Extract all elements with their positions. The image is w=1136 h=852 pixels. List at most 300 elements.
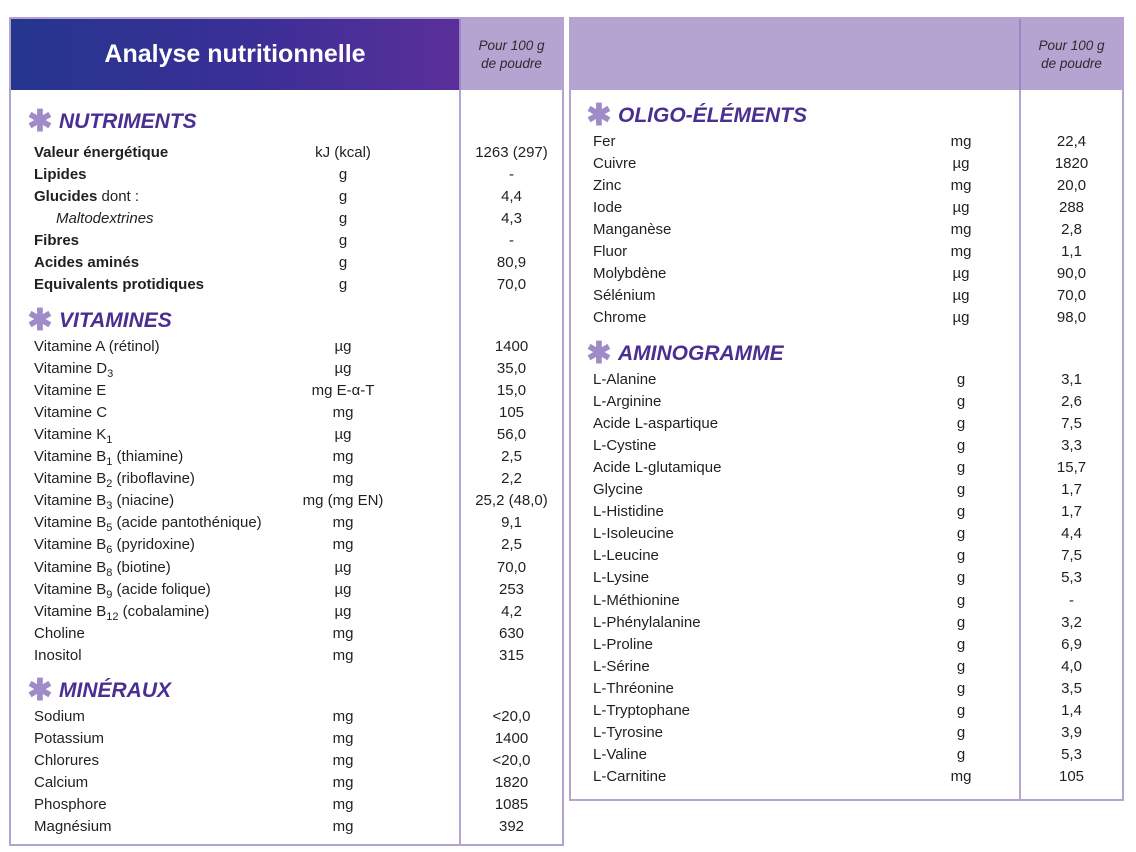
section-title: AMINOGRAMME: [618, 342, 784, 365]
table-row: [11, 645, 562, 667]
nutrient-name: [34, 623, 85, 645]
unit-cell: mg: [332, 514, 354, 532]
value-cell: 6,9: [1061, 635, 1082, 653]
table-row: [11, 164, 562, 186]
unit-cell: g: [956, 679, 966, 697]
unit-cell: g: [956, 635, 966, 653]
value-cell: 105: [1058, 767, 1085, 785]
table-row: [571, 766, 1122, 788]
nutrient-name-text: L-Sérine: [593, 657, 650, 675]
unit-cell: g: [956, 547, 966, 565]
unit-cell: mg (mg EN): [302, 492, 384, 510]
table-row: [571, 479, 1122, 501]
nutrient-name: [593, 413, 718, 435]
unit-cell: µg: [952, 309, 970, 327]
nutrient-qualifier: (biotine): [112, 558, 171, 576]
nutrient-name: [593, 545, 659, 567]
unit-cell: µg: [952, 155, 970, 173]
value-cell: 20,0: [1056, 177, 1087, 195]
value-cell: 1263 (297): [475, 144, 548, 161]
unit-cell: g: [956, 723, 966, 741]
value-cell: 98,0: [1056, 309, 1087, 327]
value-cell: 1,1: [1061, 243, 1082, 261]
nutrient-name: [593, 285, 656, 307]
unit-cell: µg: [334, 360, 352, 378]
per-100g-header: [1019, 19, 1122, 90]
unit-cell: mg: [950, 177, 972, 195]
section-heading-nutriments: [25, 105, 197, 138]
value-cell: 3,3: [1061, 437, 1082, 455]
nutrient-name: [34, 468, 195, 490]
nutrient-name: [593, 766, 666, 788]
unit-cell: mg: [332, 470, 354, 488]
nutrient-name-text: Sélénium: [593, 287, 656, 305]
table-row: [11, 446, 562, 468]
table-row: [11, 358, 562, 380]
nutrient-name: [34, 252, 139, 274]
table-row: [11, 380, 562, 402]
nutrient-qualifier: dont :: [97, 188, 140, 206]
value-cell: 4,0: [1061, 657, 1082, 675]
per-header-line2: de poudre: [481, 56, 542, 71]
nutrient-qualifier: (acide pantothénique): [112, 514, 262, 532]
table-row: [571, 175, 1122, 197]
table-row: [11, 728, 562, 750]
nutrient-name-text: Fluor: [593, 243, 628, 261]
value-cell: 35,0: [496, 360, 527, 378]
unit-cell: mg: [332, 730, 354, 748]
per-header-line1: Pour 100 g: [1038, 38, 1105, 53]
nutrient-name: [56, 208, 154, 230]
table-row: [571, 656, 1122, 678]
value-cell: 4,4: [1061, 525, 1082, 543]
nutrient-name-text: Acide L-glutamique: [593, 459, 722, 477]
value-cell: -: [1069, 591, 1074, 609]
section-title: VITAMINES: [59, 309, 172, 332]
value-cell: 22,4: [1056, 133, 1087, 150]
value-cell: 7,5: [1061, 547, 1082, 565]
value-cell: 70,0: [496, 276, 527, 294]
table-row: [571, 612, 1122, 634]
unit-cell: mg: [332, 818, 354, 836]
nutrient-name-text: Sodium: [34, 708, 85, 725]
table-row: [11, 468, 562, 490]
nutrient-name: [593, 175, 621, 197]
unit-cell: µg: [952, 287, 970, 305]
value-cell: 1400: [494, 338, 529, 355]
table-row: [11, 512, 562, 534]
value-cell: 392: [498, 818, 525, 836]
table-row: [571, 153, 1122, 175]
value-cell: 7,5: [1061, 415, 1082, 433]
value-cell: 15,0: [496, 382, 527, 400]
table-row: [11, 601, 562, 623]
unit-cell: mg: [950, 221, 972, 239]
table-row: [11, 142, 562, 164]
subscript-index: 1: [106, 434, 113, 447]
nutrient-name-text: L-Histidine: [593, 503, 664, 521]
table-row: [571, 413, 1122, 435]
nutrient-name: [593, 391, 661, 413]
nutrient-name-text: L-Proline: [593, 635, 654, 653]
nutrient-name: [593, 435, 656, 457]
subscript-index: 12: [106, 610, 119, 623]
nutrient-name-text: Manganèse: [593, 221, 672, 239]
nutrient-name: [593, 744, 647, 766]
unit-cell: mg: [950, 243, 972, 261]
value-cell: 1400: [494, 730, 529, 748]
nutrient-name-text: Acide L-aspartique: [593, 415, 719, 433]
nutrient-name-text: Chrome: [593, 309, 647, 327]
table-row: [11, 772, 562, 794]
unit-cell: mg: [332, 448, 354, 466]
table-row: [571, 391, 1122, 413]
table-row: [571, 722, 1122, 744]
section-heading-aminogramme: [584, 337, 784, 370]
value-cell: 3,2: [1061, 613, 1082, 631]
unit-cell: mg: [332, 404, 354, 422]
table-row: [571, 435, 1122, 457]
value-cell: 3,5: [1061, 679, 1082, 697]
table-row: [571, 307, 1122, 329]
value-cell: <20,0: [492, 708, 531, 725]
unit-cell: g: [338, 254, 348, 272]
table-row: [11, 557, 562, 579]
nutrient-name: [34, 490, 174, 512]
table-row: [11, 579, 562, 601]
nutrient-name-text: L-Tyrosine: [593, 723, 664, 741]
subscript-index: 6: [106, 544, 113, 557]
nutrient-name: [34, 750, 99, 772]
nutrient-name-text: Vitamine B: [34, 492, 107, 510]
table-row: [571, 678, 1122, 700]
unit-cell: g: [956, 393, 966, 411]
table-row: [571, 634, 1122, 656]
nutrient-name: [34, 164, 87, 186]
nutrient-name: [34, 424, 112, 446]
value-cell: 1820: [494, 774, 529, 792]
nutrient-name-text: Chlorures: [34, 752, 100, 770]
table-row: [11, 402, 562, 424]
nutrient-name: [593, 612, 701, 634]
unit-cell: mg: [332, 752, 354, 770]
right-nutrition-table: [569, 17, 1124, 801]
table-row: [571, 590, 1122, 612]
nutrient-name: [34, 794, 107, 816]
nutrient-name: [34, 557, 171, 579]
nutrient-name-text: Magnésium: [34, 818, 112, 836]
asterisk-icon: ✱: [586, 337, 612, 370]
subscript-index: 3: [107, 368, 114, 381]
unit-cell: g: [956, 437, 966, 455]
value-cell: 2,8: [1061, 221, 1082, 239]
nutrient-name-text: Glycine: [593, 481, 644, 499]
table-row: [571, 523, 1122, 545]
nutrient-name-text: L-Leucine: [593, 547, 659, 565]
nutrient-name: [593, 219, 671, 241]
left-nutrition-table: [9, 17, 564, 846]
table-row: [571, 369, 1122, 391]
value-cell: 3,9: [1061, 723, 1082, 741]
unit-cell: g: [956, 371, 966, 388]
right-title-cell: [571, 19, 1019, 90]
nutrient-name: [34, 402, 107, 424]
unit-cell: g: [956, 657, 966, 675]
nutrient-name: [34, 645, 82, 667]
unit-cell: µg: [334, 558, 352, 576]
nutrient-name: [34, 534, 195, 556]
value-cell: 288: [1058, 199, 1085, 217]
nutrient-name: [593, 263, 666, 285]
unit-cell: g: [338, 210, 348, 228]
table-title: Analyse nutritionnelle: [11, 19, 459, 90]
table-row: [571, 131, 1122, 153]
unit-cell: mg: [332, 708, 354, 725]
nutrient-qualifier: (cobalamine): [118, 602, 210, 620]
nutrient-name-text: Zinc: [593, 177, 622, 195]
subscript-index: 2: [106, 478, 113, 491]
unit-cell: µg: [334, 580, 352, 598]
nutrient-name-text: Lipides: [34, 166, 87, 184]
nutrient-name-text: Cuivre: [593, 155, 637, 173]
nutrient-name: [593, 634, 653, 656]
unit-cell: mg: [332, 624, 354, 642]
nutrient-name-text: Vitamine C: [34, 404, 108, 422]
nutrient-name-text: L-Cystine: [593, 437, 657, 455]
nutrient-name-text: Phosphore: [34, 796, 107, 814]
nutrient-qualifier: (thiamine): [112, 448, 184, 466]
unit-cell: g: [956, 613, 966, 631]
nutrient-name-text: Fibres: [34, 232, 80, 250]
value-cell: 2,5: [501, 536, 522, 554]
unit-cell: mg: [332, 536, 354, 554]
table-row: [11, 534, 562, 556]
asterisk-icon: ✱: [586, 99, 612, 132]
nutrient-name: [34, 816, 112, 838]
nutrient-name-text: L-Méthionine: [593, 591, 680, 609]
value-cell: 4,3: [501, 210, 522, 228]
nutrient-name-text: Vitamine B: [34, 514, 107, 532]
nutrient-name-text: Glucides: [34, 188, 98, 206]
value-cell: 2,5: [501, 448, 522, 466]
table-row: [11, 336, 562, 358]
unit-cell: g: [956, 701, 966, 719]
nutrient-name-text: Iode: [593, 199, 623, 217]
value-cell: 105: [498, 404, 525, 422]
table-row: [11, 274, 562, 296]
nutrient-name-text: Calcium: [34, 774, 89, 792]
table-row: [11, 490, 562, 512]
nutrient-name-text: Vitamine E: [34, 382, 107, 400]
per-header-line2: de poudre: [1041, 56, 1102, 71]
right-table-header: [571, 19, 1122, 90]
value-cell: 3,1: [1061, 371, 1082, 388]
value-cell: 15,7: [1056, 459, 1087, 477]
unit-cell: g: [956, 569, 966, 587]
table-row: [11, 230, 562, 252]
unit-cell: mg: [950, 767, 972, 785]
nutrient-name-text: Vitamine B: [34, 558, 107, 576]
table-row: [571, 285, 1122, 307]
unit-cell: g: [956, 415, 966, 433]
nutrient-name: [34, 274, 204, 296]
unit-cell: mg: [332, 796, 354, 814]
value-cell: 2,6: [1061, 393, 1082, 411]
nutrient-name: [34, 380, 106, 402]
nutrient-name-text: Valeur énergétique: [34, 144, 169, 161]
table-row: [571, 501, 1122, 523]
table-row: [571, 457, 1122, 479]
table-row: [11, 186, 562, 208]
value-cell: 70,0: [496, 558, 527, 576]
value-cell: 630: [498, 624, 525, 642]
nutrient-name: [593, 369, 656, 391]
nutrient-name: [593, 197, 622, 219]
unit-cell: g: [338, 276, 348, 294]
per-header-line1: Pour 100 g: [478, 38, 545, 53]
nutrient-name-text: Acides aminés: [34, 254, 140, 272]
nutrient-name-text: Vitamine D: [34, 360, 108, 378]
table-row: [571, 567, 1122, 589]
table-row: [571, 219, 1122, 241]
subscript-index: 5: [106, 522, 113, 535]
value-cell: 9,1: [501, 514, 522, 532]
value-cell: 4,2: [501, 602, 522, 620]
unit-cell: kJ (kcal): [315, 144, 371, 161]
value-cell: 1820: [1054, 155, 1089, 173]
table-row: [571, 744, 1122, 766]
nutrient-name: [593, 700, 690, 722]
value-cell: 2,2: [501, 470, 522, 488]
table-row: [571, 197, 1122, 219]
nutrient-name-text: Inositol: [34, 646, 82, 664]
unit-cell: µg: [952, 265, 970, 283]
unit-cell: µg: [334, 426, 352, 444]
subscript-index: 8: [106, 566, 113, 579]
nutrient-name: [593, 307, 646, 329]
nutrient-name: [34, 186, 139, 208]
table-row: [11, 208, 562, 230]
unit-cell: g: [956, 481, 966, 499]
value-cell: 5,3: [1061, 745, 1082, 763]
nutrient-name: [34, 706, 85, 728]
table-row: [11, 750, 562, 772]
value-cell: <20,0: [492, 752, 531, 770]
section-heading-mineraux: [25, 674, 172, 707]
unit-cell: g: [338, 188, 348, 206]
nutrient-name-text: L-Arginine: [593, 393, 662, 411]
value-cell: 1,4: [1061, 701, 1082, 719]
nutrient-name: [34, 142, 168, 164]
nutrient-name-text: Maltodextrines: [56, 210, 154, 228]
nutrient-name: [593, 656, 650, 678]
table-row: [11, 794, 562, 816]
table-row: [11, 623, 562, 645]
nutrient-name-text: L-Carnitine: [593, 767, 667, 785]
nutrient-name: [34, 601, 209, 623]
nutrient-name: [34, 728, 104, 750]
left-table-header: [11, 19, 562, 90]
subscript-index: 9: [106, 588, 113, 601]
nutrient-name-text: Vitamine B: [34, 602, 107, 620]
value-cell: 5,3: [1061, 569, 1082, 587]
nutrient-name: [593, 479, 643, 501]
nutrient-name: [593, 523, 674, 545]
table-row: [571, 700, 1122, 722]
per-100g-header: [459, 19, 562, 90]
asterisk-icon: ✱: [27, 105, 53, 138]
value-cell: 25,2 (48,0): [475, 492, 548, 510]
table-row: [11, 424, 562, 446]
nutrient-name: [593, 678, 674, 700]
nutrient-name-text: L-Phénylalanine: [593, 613, 701, 631]
value-cell: 253: [498, 580, 525, 598]
nutrient-name-text: L-Valine: [593, 745, 647, 763]
value-cell: 4,4: [501, 188, 522, 206]
unit-cell: g: [956, 525, 966, 543]
unit-cell: g: [956, 459, 966, 477]
unit-cell: mg: [332, 646, 354, 664]
nutrient-name-text: Choline: [34, 624, 85, 642]
value-cell: -: [509, 166, 514, 184]
nutrient-name-text: Vitamine B: [34, 470, 107, 488]
nutrient-name: [593, 567, 649, 589]
unit-cell: mg: [950, 133, 972, 150]
nutrient-name-text: Vitamine B: [34, 580, 107, 598]
nutrient-name: [593, 153, 636, 175]
nutrient-name-text: L-Lysine: [593, 569, 650, 587]
unit-cell: µg: [334, 602, 352, 620]
nutrient-qualifier: (niacine): [112, 492, 175, 510]
unit-cell: µg: [952, 199, 970, 217]
unit-cell: µg: [334, 338, 352, 355]
unit-cell: g: [956, 745, 966, 763]
value-cell: 90,0: [1056, 265, 1087, 283]
nutrient-name-text: L-Isoleucine: [593, 525, 674, 543]
nutrient-name: [34, 512, 262, 534]
unit-cell: g: [338, 166, 348, 184]
nutrient-qualifier: (acide folique): [112, 580, 211, 598]
value-cell: 1085: [494, 796, 529, 814]
nutrient-name: [34, 579, 211, 601]
section-heading-vitamines: [25, 304, 172, 337]
unit-cell: mg E-α-T: [311, 382, 375, 400]
nutrient-name-text: Vitamine B: [34, 536, 107, 554]
table-row: [571, 545, 1122, 567]
nutrient-name-text: L-Tryptophane: [593, 701, 691, 719]
nutrient-name: [593, 722, 663, 744]
nutrient-name-text: L-Alanine: [593, 371, 657, 388]
nutrient-name: [34, 230, 79, 252]
nutrient-name: [593, 241, 627, 263]
nutrient-name: [593, 501, 664, 523]
value-cell: -: [509, 232, 514, 250]
unit-cell: mg: [332, 774, 354, 792]
nutrient-name: [593, 590, 680, 612]
nutrient-name-text: Molybdène: [593, 265, 667, 283]
unit-cell: g: [956, 591, 966, 609]
nutrient-name-text: Vitamine B: [34, 448, 107, 466]
nutrient-name-text: Equivalents protidiques: [34, 276, 205, 294]
value-cell: 80,9: [496, 254, 527, 272]
table-row: [571, 241, 1122, 263]
nutrient-name: [593, 131, 616, 153]
value-cell: 1,7: [1061, 481, 1082, 499]
nutrient-qualifier: (riboflavine): [112, 470, 195, 488]
nutrient-name: [34, 772, 88, 794]
value-cell: 1,7: [1061, 503, 1082, 521]
unit-cell: g: [956, 503, 966, 521]
